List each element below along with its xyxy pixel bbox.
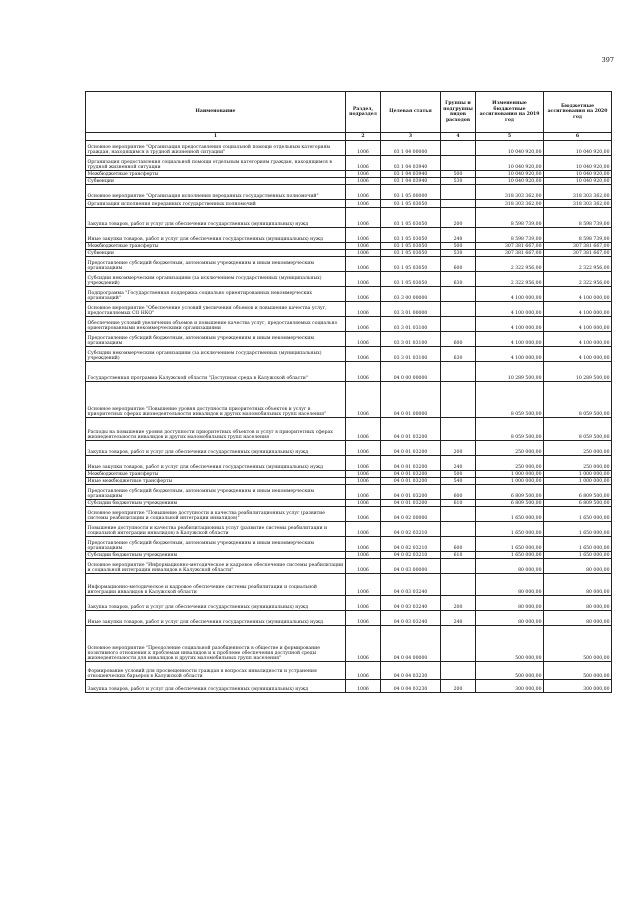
table-cell-value-2020: 8 059 500,00 (544, 418, 612, 441)
table-cell-group: 600 (441, 537, 476, 552)
table-cell-target: 03 1 05 03050 (381, 257, 441, 272)
table-cell-value-2019: 1 000 000,00 (476, 478, 544, 485)
table-cell-value-2020: 4 100 000,00 (544, 332, 612, 347)
table-cell-target: 04 0 04 00000 (381, 626, 441, 662)
table-row (86, 185, 612, 200)
table-cell-section: 1006 (346, 574, 381, 596)
table-cell-target: 04 0 03 03240 (381, 574, 441, 596)
table-row (86, 574, 612, 596)
table-cell-target: 03 3 01 03100 (381, 332, 441, 347)
table-cell-value-2019: 4 100 000,00 (476, 347, 544, 362)
table-body (86, 141, 612, 693)
table-cell-value-2020: 6 809 500,00 (544, 500, 612, 507)
table-cell-target: 04 0 02 03210 (381, 522, 441, 537)
table-cell-target: 03 1 05 00000 (381, 185, 441, 200)
table-cell-target: 04 0 01 03200 (381, 471, 441, 478)
table-cell-section: 1006 (346, 522, 381, 537)
table-cell-value-2020: 8 598 739,00 (544, 228, 612, 243)
table-cell-target: 03 3 01 03100 (381, 347, 441, 362)
table-cell-section: 1006 (346, 680, 381, 693)
table-cell-section: 1006 (346, 552, 381, 559)
table-cell-target: 04 0 04 03230 (381, 680, 441, 693)
table-cell-target: 03 1 04 00000 (381, 141, 441, 156)
table-cell-section: 1006 (346, 243, 381, 250)
table-cell-group: 200 (441, 596, 476, 611)
table-row (86, 178, 612, 185)
table-cell-target: 03 3 01 00000 (381, 302, 441, 317)
table-cell-value-2020: 10 040 920,00 (544, 178, 612, 185)
column-number: 3 (381, 133, 441, 141)
table-cell-name: Субсидии бюджетным учреждениям (86, 500, 346, 507)
table-cell-target: 03 3 00 00000 (381, 287, 441, 302)
table-cell-target: 04 0 02 03210 (381, 552, 441, 559)
table-cell-value-2019: 10 040 920,00 (476, 178, 544, 185)
table-cell-value-2019: 1 650 000,00 (476, 522, 544, 537)
table-row (86, 208, 612, 228)
table-cell-section: 1006 (346, 200, 381, 208)
table-cell-value-2019: 6 809 500,00 (476, 485, 544, 500)
table-row (86, 626, 612, 662)
table-cell-group: 600 (441, 332, 476, 347)
header-row (86, 92, 612, 133)
table-cell-group (441, 156, 476, 171)
table-cell-group (441, 317, 476, 332)
table-cell-value-2019: 4 100 000,00 (476, 287, 544, 302)
table-cell-target: 04 0 01 03200 (381, 418, 441, 441)
column-number: 6 (544, 133, 612, 141)
table-cell-group (441, 418, 476, 441)
table-cell-value-2020: 80 000,00 (544, 611, 612, 626)
table-cell-group (441, 507, 476, 522)
page-number: 397 (601, 56, 614, 64)
table-row (86, 471, 612, 478)
table-cell-value-2019: 80 000,00 (476, 559, 544, 574)
header-name: Наименование (86, 92, 346, 133)
table-cell-group: 200 (441, 680, 476, 693)
table-cell-name: Формирование условий для просвещенности граждан в вопросах инвалидности и устранения отношенческих барьеров в Калужской области (86, 662, 346, 680)
table-cell-group (441, 362, 476, 382)
table-row (86, 596, 612, 611)
table-cell-value-2020: 4 100 000,00 (544, 287, 612, 302)
table-cell-group: 610 (441, 552, 476, 559)
table-cell-value-2019: 250 000,00 (476, 441, 544, 456)
table-cell-name: Предоставление субсидий бюджетным, автономным учреждениям и иным некоммерческим организациям (86, 257, 346, 272)
table-cell-value-2019: 10 289 500,00 (476, 362, 544, 382)
table-cell-value-2020: 4 100 000,00 (544, 302, 612, 317)
table-cell-target: 04 0 02 00000 (381, 507, 441, 522)
table-cell-value-2019: 4 100 000,00 (476, 317, 544, 332)
table-cell-value-2019: 318 303 362,00 (476, 185, 544, 200)
table-cell-value-2020: 1 000 000,00 (544, 478, 612, 485)
table-cell-group: 500 (441, 243, 476, 250)
table-cell-group: 600 (441, 257, 476, 272)
table-cell-target: 03 1 05 03050 (381, 250, 441, 257)
table-cell-section: 1006 (346, 418, 381, 441)
table-cell-target: 04 0 01 03200 (381, 500, 441, 507)
table-cell-target: 04 0 00 00000 (381, 362, 441, 382)
table-cell-value-2019: 250 000,00 (476, 456, 544, 471)
table-cell-section: 1006 (346, 500, 381, 507)
table-cell-name: Предоставление субсидий бюджетным, автономным учреждениям и иным некоммерческим организациям (86, 537, 346, 552)
table-cell-value-2020: 80 000,00 (544, 596, 612, 611)
table-cell-value-2020: 300 000,00 (544, 680, 612, 693)
table-cell-value-2019: 8 598 739,00 (476, 208, 544, 228)
table-cell-group (441, 559, 476, 574)
table-cell-value-2019: 80 000,00 (476, 596, 544, 611)
table-cell-name: Закупка товаров, работ и услуг для обеспечения государственных (муниципальных) нужд (86, 596, 346, 611)
table-cell-target: 03 1 05 03050 (381, 200, 441, 208)
table-row (86, 500, 612, 507)
table-cell-name: Основное мероприятие "Организация исполнения переданных государственных полномочий" (86, 185, 346, 200)
table-cell-target: 04 0 01 03200 (381, 441, 441, 456)
table-cell-target: 04 0 03 00000 (381, 559, 441, 574)
header-target: Целевая статья (381, 92, 441, 133)
table-cell-value-2020: 500 000,00 (544, 626, 612, 662)
table-row (86, 559, 612, 574)
table-cell-value-2019: 8 059 500,00 (476, 382, 544, 418)
table-cell-target: 04 0 03 03240 (381, 611, 441, 626)
table-cell-group (441, 185, 476, 200)
table-cell-group: 630 (441, 347, 476, 362)
table-cell-name: Повышение доступности и качества реабилитационных услуг (развитие системы реабилитации и социальной интеграции инвалидов) в Калужской области (86, 522, 346, 537)
table-cell-value-2019: 10 040 920,00 (476, 156, 544, 171)
table-cell-section: 1006 (346, 537, 381, 552)
table-cell-value-2019: 300 000,00 (476, 680, 544, 693)
table-cell-section: 1006 (346, 332, 381, 347)
table-cell-target: 04 0 01 03200 (381, 485, 441, 500)
table-row (86, 456, 612, 471)
table-cell-name: Предоставление субсидий бюджетным, автономным учреждениям и иным некоммерческим организациям (86, 332, 346, 347)
table-cell-name: Субсидии бюджетным учреждениям (86, 552, 346, 559)
table-cell-value-2019: 500 000,00 (476, 662, 544, 680)
table-row (86, 243, 612, 250)
table-cell-section: 1006 (346, 141, 381, 156)
table-cell-value-2019: 318 303 362,00 (476, 200, 544, 208)
table-cell-name: Межбюджетные трансферты (86, 171, 346, 178)
table-row (86, 418, 612, 441)
table-cell-section: 1006 (346, 287, 381, 302)
table-cell-name: Основное мероприятие "Преодоление социальной разобщенности в обществе и формирование позитивного отношения к проблемам инвалидов и к проблеме обеспечения доступной среды жизнедеятельности для инвалидов и других маломобильных групп населения" (86, 626, 346, 662)
table-cell-value-2020: 1 650 000,00 (544, 507, 612, 522)
table-row (86, 317, 612, 332)
table-cell-target: 03 1 04 03940 (381, 171, 441, 178)
table-cell-name: Государственная программа Калужской области "Доступная среда в Калужской области" (86, 362, 346, 382)
table-cell-section: 1006 (346, 362, 381, 382)
table-cell-group: 240 (441, 228, 476, 243)
table-cell-group: 500 (441, 471, 476, 478)
table-cell-value-2019: 1 000 000,00 (476, 471, 544, 478)
table-cell-value-2020: 10 289 500,00 (544, 362, 612, 382)
table-cell-value-2020: 1 650 000,00 (544, 522, 612, 537)
table-cell-value-2020: 10 040 920,00 (544, 171, 612, 178)
table-cell-value-2019: 4 100 000,00 (476, 302, 544, 317)
table-cell-target: 03 1 05 03050 (381, 208, 441, 228)
table-row (86, 611, 612, 626)
table-cell-section: 1006 (346, 178, 381, 185)
table-cell-name: Организация предоставления социальной помощи отдельным категориям граждан, находящимся в трудной жизненной ситуации (86, 156, 346, 171)
table-cell-target: 03 1 05 03050 (381, 272, 441, 287)
table-cell-section: 1006 (346, 302, 381, 317)
table-cell-section: 1006 (346, 257, 381, 272)
table-cell-section: 1006 (346, 208, 381, 228)
table-cell-value-2020: 307 381 667,00 (544, 250, 612, 257)
table-row (86, 156, 612, 171)
header-changed-2019: Измененные бюджетные ассигнования на 2019 год (476, 92, 544, 133)
column-numbers-row (86, 133, 612, 141)
table-row (86, 478, 612, 485)
table-cell-group: 240 (441, 456, 476, 471)
table-cell-name: Основное мероприятие "Организация предоставления социальной помощи отдельным категориям граждан, находящимся в трудной жизненной ситуации" (86, 141, 346, 156)
table-row (86, 302, 612, 317)
table-cell-target: 04 0 01 03200 (381, 456, 441, 471)
table-cell-section: 1006 (346, 441, 381, 456)
table-cell-section: 1006 (346, 272, 381, 287)
table-cell-value-2020: 4 100 000,00 (544, 347, 612, 362)
table-cell-value-2019: 10 040 920,00 (476, 141, 544, 156)
table-cell-target: 04 0 04 03230 (381, 662, 441, 680)
table-cell-value-2019: 307 381 667,00 (476, 243, 544, 250)
table-cell-section: 1006 (346, 471, 381, 478)
table-cell-value-2020: 6 809 500,00 (544, 485, 612, 500)
table-cell-target: 04 0 02 03210 (381, 537, 441, 552)
table-cell-name: Иные закупки товаров, работ и услуг для обеспечения государственных (муниципальных) нужд (86, 228, 346, 243)
table-cell-group (441, 574, 476, 596)
table-cell-value-2020: 318 303 362,00 (544, 200, 612, 208)
table-cell-value-2020: 1 000 000,00 (544, 471, 612, 478)
table-row (86, 552, 612, 559)
table-cell-value-2019: 1 650 000,00 (476, 507, 544, 522)
table-cell-group: 630 (441, 272, 476, 287)
table-cell-section: 1006 (346, 611, 381, 626)
table-cell-value-2020: 318 303 362,00 (544, 185, 612, 200)
table-cell-target: 03 3 01 03100 (381, 317, 441, 332)
table-cell-section: 1006 (346, 485, 381, 500)
table-cell-value-2019: 6 809 500,00 (476, 500, 544, 507)
table-row (86, 507, 612, 522)
table-cell-section: 1006 (346, 382, 381, 418)
table-cell-target: 04 0 01 03200 (381, 478, 441, 485)
table-cell-value-2020: 250 000,00 (544, 456, 612, 471)
table-cell-group: 240 (441, 611, 476, 626)
header-section: Раздел, подраздел (346, 92, 381, 133)
table-cell-target: 04 0 01 00000 (381, 382, 441, 418)
table-cell-value-2020: 2 322 956,00 (544, 257, 612, 272)
table-cell-value-2019: 8 598 739,00 (476, 228, 544, 243)
table-cell-section: 1006 (346, 228, 381, 243)
table-cell-group: 500 (441, 171, 476, 178)
table-cell-group (441, 662, 476, 680)
table-cell-name: Закупка товаров, работ и услуг для обеспечения государственных (муниципальных) нужд (86, 680, 346, 693)
table-cell-name: Информационно-методическое и кадровое обеспечение системы реабилитации и социальной интеграции инвалидов в Калужской области (86, 574, 346, 596)
table-cell-section: 1006 (346, 250, 381, 257)
table-cell-section: 1006 (346, 559, 381, 574)
table-cell-value-2019: 500 000,00 (476, 626, 544, 662)
table-cell-target: 03 1 05 03050 (381, 243, 441, 250)
table-cell-section: 1006 (346, 456, 381, 471)
table-cell-value-2020: 10 040 920,00 (544, 141, 612, 156)
table-row (86, 287, 612, 302)
table-row (86, 485, 612, 500)
table-cell-name: Подпрограмма "Государственная поддержка социально ориентированных некоммерческих организаций" (86, 287, 346, 302)
column-number: 5 (476, 133, 544, 141)
table-cell-value-2020: 10 040 920,00 (544, 156, 612, 171)
table-cell-value-2019: 80 000,00 (476, 574, 544, 596)
table-cell-value-2019: 8 059 500,00 (476, 418, 544, 441)
table-cell-name: Закупка товаров, работ и услуг для обеспечения государственных (муниципальных) нужд (86, 208, 346, 228)
table-cell-target: 03 1 04 03940 (381, 178, 441, 185)
table-cell-name: Субсидии некоммерческим организациям (за исключением государственных (муниципальных) учреждений) (86, 347, 346, 362)
table-row (86, 200, 612, 208)
table-cell-name: Организация исполнения переданных государственных полномочий (86, 200, 346, 208)
table-cell-group: 200 (441, 208, 476, 228)
column-number: 2 (346, 133, 381, 141)
table-cell-value-2019: 1 650 000,00 (476, 552, 544, 559)
table-cell-section: 1006 (346, 662, 381, 680)
header-budget-2020: Бюджетные ассигнования на 2020 год (544, 92, 612, 133)
table-cell-name: Иные закупки товаров, работ и услуг для обеспечения государственных (муниципальных) нужд (86, 456, 346, 471)
table-cell-name: Закупка товаров, работ и услуг для обеспечения государственных (муниципальных) нужд (86, 441, 346, 456)
table-cell-value-2019: 10 040 920,00 (476, 171, 544, 178)
table-cell-value-2020: 1 650 000,00 (544, 552, 612, 559)
table-cell-value-2019: 2 322 956,00 (476, 272, 544, 287)
table-cell-value-2019: 80 000,00 (476, 611, 544, 626)
table-cell-value-2020: 8 059 500,00 (544, 382, 612, 418)
table-cell-target: 03 1 05 03050 (381, 228, 441, 243)
table-cell-value-2020: 8 598 739,00 (544, 208, 612, 228)
table-cell-name: Межбюджетные трансферты (86, 243, 346, 250)
table-cell-section: 1006 (346, 317, 381, 332)
table-cell-group: 610 (441, 500, 476, 507)
table-cell-name: Предоставление субсидий бюджетным, автономным учреждениям и иным некоммерческим организациям (86, 485, 346, 500)
table-cell-name: Субвенции (86, 250, 346, 257)
table-cell-group (441, 200, 476, 208)
table-cell-target: 04 0 03 03240 (381, 596, 441, 611)
table-cell-value-2019: 1 650 000,00 (476, 537, 544, 552)
table-row (86, 522, 612, 537)
table-cell-group (441, 626, 476, 662)
table-cell-group: 530 (441, 250, 476, 257)
table-cell-name: Основное мероприятие "Повышение уровня доступности приоритетных объектов и услуг в приоритетных сферах жизнедеятельности инвалидов и других маломобильных групп населения" (86, 382, 346, 418)
table-cell-name: Субвенции (86, 178, 346, 185)
table-cell-section: 1006 (346, 596, 381, 611)
table-cell-name: Субсидии некоммерческим организациям (за исключением государственных (муниципальных) учреждений) (86, 272, 346, 287)
table-row (86, 141, 612, 156)
table-cell-value-2020: 1 650 000,00 (544, 537, 612, 552)
table-cell-group (441, 287, 476, 302)
column-number: 4 (441, 133, 476, 141)
table-row (86, 680, 612, 693)
table-cell-group: 600 (441, 485, 476, 500)
table-row (86, 662, 612, 680)
table-cell-name: Межбюджетные трансферты (86, 471, 346, 478)
table-row (86, 332, 612, 347)
table-cell-group: 540 (441, 478, 476, 485)
table-row (86, 272, 612, 287)
table-cell-name: Обеспечение условий увеличения объемов и повышение качества услуг, предоставляемых социально ориентированными некоммерческими организациями (86, 317, 346, 332)
table-cell-group (441, 382, 476, 418)
table-row (86, 362, 612, 382)
table-cell-target: 03 1 04 03940 (381, 156, 441, 171)
table-cell-value-2020: 307 381 667,00 (544, 243, 612, 250)
table-cell-name: Расходы на повышение уровня доступности приоритетных объектов и услуг в приоритетных сферах жизнедеятельности инвалидов и других маломобильных групп населения (86, 418, 346, 441)
table-row (86, 382, 612, 418)
table-row (86, 347, 612, 362)
table-cell-value-2020: 80 000,00 (544, 574, 612, 596)
table-cell-group (441, 302, 476, 317)
table-cell-section: 1006 (346, 507, 381, 522)
table-cell-value-2019: 2 322 956,00 (476, 257, 544, 272)
table-row (86, 228, 612, 243)
table-row (86, 257, 612, 272)
table-cell-section: 1006 (346, 156, 381, 171)
table-cell-section: 1006 (346, 626, 381, 662)
table-cell-name: Основное мероприятие "Информационно-методическое и кадровое обеспечение системы реабилитации и социальной интеграции инвалидов в Калужской области" (86, 559, 346, 574)
table-cell-group: 530 (441, 178, 476, 185)
table-cell-value-2020: 250 000,00 (544, 441, 612, 456)
table-cell-name: Иные закупки товаров, работ и услуг для обеспечения государственных (муниципальных) нужд (86, 611, 346, 626)
table-cell-value-2020: 4 100 000,00 (544, 317, 612, 332)
table-cell-value-2020: 500 000,00 (544, 662, 612, 680)
table-cell-group (441, 522, 476, 537)
table-cell-group (441, 141, 476, 156)
header-groups: Группы и подгруппы видов расходов (441, 92, 476, 133)
table-row (86, 441, 612, 456)
table-cell-name: Основное мероприятие "Обеспечение условий увеличения объемов и повышение качества услуг, предоставляемых СО НКО" (86, 302, 346, 317)
budget-table (85, 91, 612, 693)
table-cell-value-2020: 80 000,00 (544, 559, 612, 574)
table-cell-section: 1006 (346, 347, 381, 362)
column-number: 1 (86, 133, 346, 141)
table-cell-name: Иные межбюджетные трансферты (86, 478, 346, 485)
table-cell-value-2020: 2 322 956,00 (544, 272, 612, 287)
table-cell-group: 200 (441, 441, 476, 456)
table-cell-section: 1006 (346, 478, 381, 485)
table-cell-section: 1006 (346, 185, 381, 200)
table-cell-name: Основное мероприятие "Повышение доступности и качества реабилитационных услуг (развитие системы реабилитации и социальной интеграции инвалидов)" (86, 507, 346, 522)
table-cell-value-2019: 307 381 667,00 (476, 250, 544, 257)
table-row (86, 250, 612, 257)
table-cell-section: 1006 (346, 171, 381, 178)
table-row (86, 537, 612, 552)
table-row (86, 171, 612, 178)
table-cell-value-2019: 4 100 000,00 (476, 332, 544, 347)
